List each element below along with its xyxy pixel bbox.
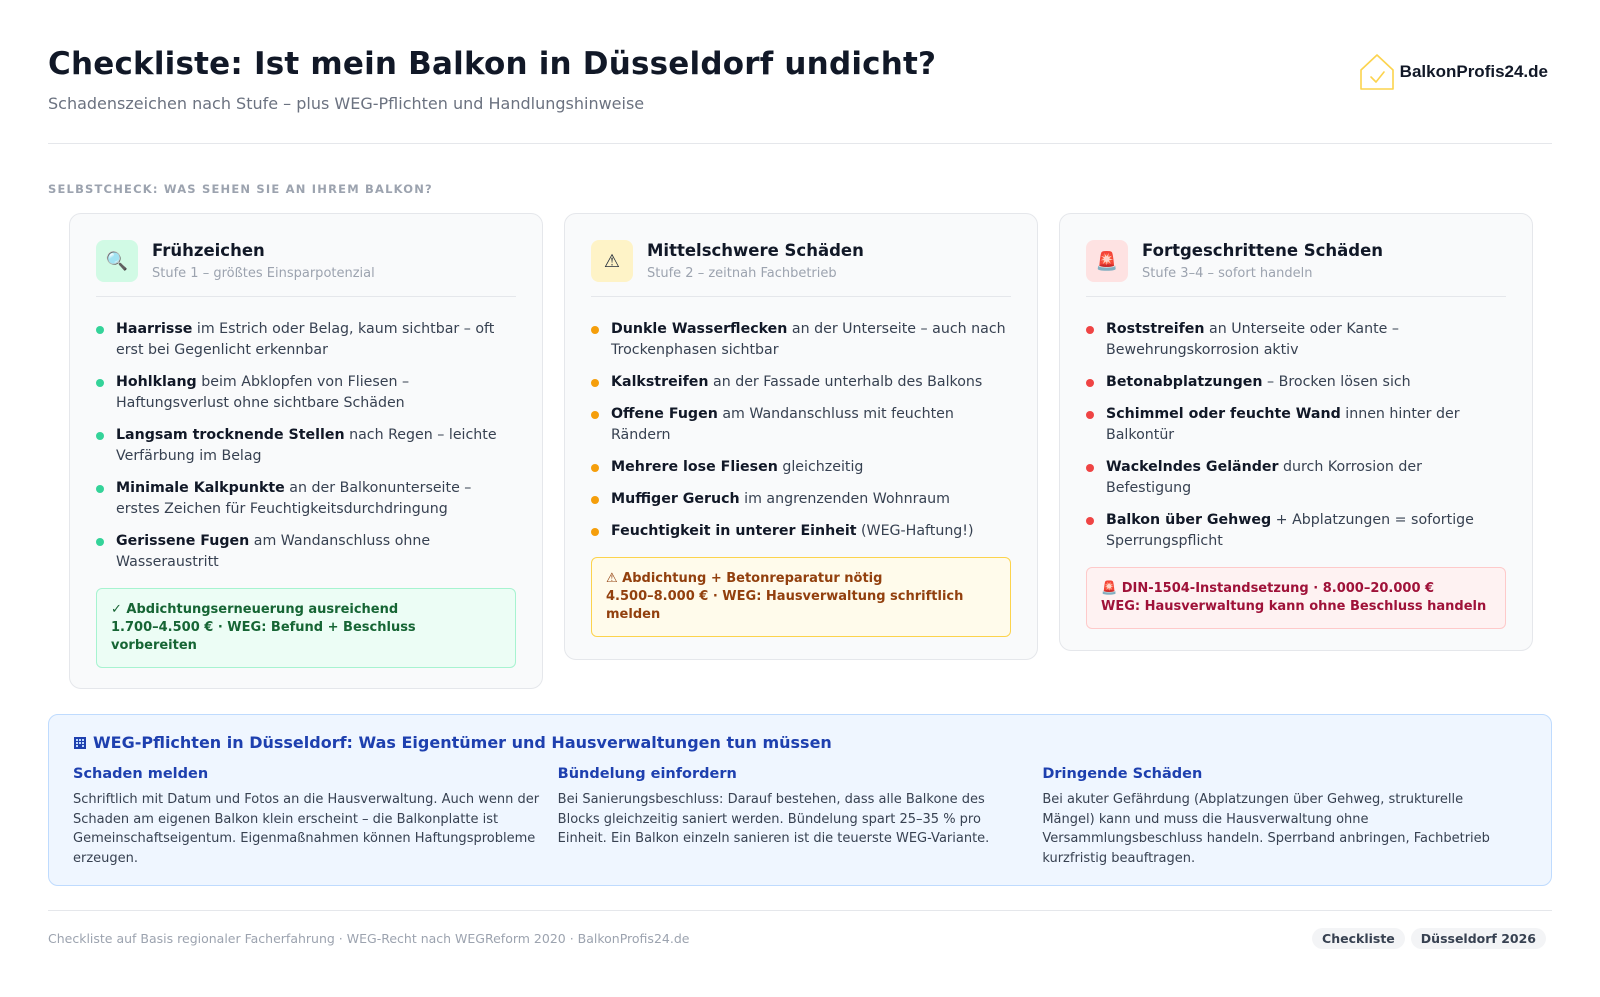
building-icon: [73, 736, 87, 750]
weg-column-text: Bei akuter Gefährdung (Abplatzungen über Gehweg, strukturelle Mängel) kann und muss die Hausverwaltung ohne Versammlungsbeschluss handeln. Sperrband anbringen, Fachbetrieb kurzfristig beauftragen.: [1042, 792, 1490, 866]
list-item: Dunkle Wasserflecken an der Unterseite – auch nach Trockenphasen sichtbar: [591, 319, 1011, 361]
weg-column-text: Schriftlich mit Datum und Fotos an die Hausverwaltung. Auch wenn der Schaden am eigenen Balkon klein erscheint – die Balkonplatte ist Gemeinschaftseigentum. Eigenmaßnahmen können Haftungsprobleme erzeugen.: [73, 792, 540, 866]
weg-obligations-panel: [48, 714, 1552, 886]
list-item: Haarrisse im Estrich oder Belag, kaum sichtbar – oft erst bei Gegenlicht erkennbar: [96, 319, 516, 361]
card-header: [591, 240, 1011, 297]
page-title: Checkliste: Ist mein Balkon in Düsseldorf undicht?: [48, 46, 937, 82]
logo[interactable]: [1358, 52, 1548, 92]
weg-column: [1042, 766, 1527, 868]
list-item: Balkon über Gehweg + Abplatzungen = sofortige Sperrungspflicht: [1086, 510, 1506, 552]
bullet-dot-icon: [1086, 464, 1094, 472]
card-subtitle: Stufe 3–4 – sofort handeln: [1142, 266, 1313, 281]
card-subtitle: Stufe 2 – zeitnah Fachbetrieb: [647, 266, 837, 281]
page-subtitle: Schadenszeichen nach Stufe – plus WEG-Pflichten und Handlungshinweise: [48, 94, 645, 113]
bullet-dot-icon: [96, 538, 104, 546]
sign-list: [96, 319, 516, 573]
logo-text: BalkonProfis24.de: [1399, 62, 1548, 81]
warning-icon: ⚠: [591, 240, 633, 282]
list-item: Offene Fugen am Wandanschluss mit feuchten Rändern: [591, 404, 1011, 446]
list-item: Schimmel oder feuchte Wand innen hinter der Balkontür: [1086, 404, 1506, 446]
recommendation-callout: ⚠ Abdichtung + Betonreparatur nötig 4.500–8.000 € · WEG: Hausverwaltung schriftlich melden: [591, 557, 1011, 637]
card-mittelschwer: [564, 213, 1038, 660]
weg-columns: [73, 766, 1527, 868]
weg-column: [73, 766, 558, 868]
bullet-dot-icon: [1086, 411, 1094, 419]
bullet-dot-icon: [591, 379, 599, 387]
list-item: Mehrere lose Fliesen gleichzeitig: [591, 457, 1011, 478]
recommendation-callout: 🚨 DIN-1504-Instandsetzung · 8.000–20.000 € WEG: Hausverwaltung kann ohne Beschluss handeln: [1086, 567, 1506, 629]
bullet-dot-icon: [591, 411, 599, 419]
header: [48, 44, 1552, 144]
bullet-dot-icon: [96, 326, 104, 334]
tag-list: [1312, 928, 1546, 949]
sign-list: [591, 319, 1011, 542]
weg-column-text: Bei Sanierungsbeschluss: Darauf bestehen, dass alle Balkone des Blocks gleichzeitig saniert werden. Bündelung spart 25–35 % pro Einheit. Ein Balkon einzeln sanieren ist die teuerste WEG-Variante.: [557, 792, 990, 846]
list-item: Feuchtigkeit in unterer Einheit (WEG-Haftung!): [591, 521, 1011, 542]
bullet-dot-icon: [1086, 379, 1094, 387]
tag-duesseldorf-2026[interactable]: Düsseldorf 2026: [1411, 928, 1546, 949]
card-title: Fortgeschrittene Schäden: [1142, 241, 1384, 260]
bullet-dot-icon: [591, 326, 599, 334]
alarm-light-icon: 🚨: [1086, 240, 1128, 282]
footer: [48, 910, 1552, 970]
card-title: Mittelschwere Schäden: [647, 241, 864, 260]
bullet-dot-icon: [591, 528, 599, 536]
card-subtitle: Stufe 1 – größtes Einsparpotenzial: [152, 266, 375, 281]
bullet-dot-icon: [96, 432, 104, 440]
magnifier-icon: 🔍: [96, 240, 138, 282]
card-header: [1086, 240, 1506, 297]
list-item: Muffiger Geruch im angrenzenden Wohnraum: [591, 489, 1011, 510]
weg-column-title: Bündelung einfordern: [557, 766, 737, 782]
card-fruehzeichen: [69, 213, 543, 689]
list-item: Langsam trocknende Stellen nach Regen – leichte Verfärbung im Belag: [96, 425, 516, 467]
list-item: Hohlklang beim Abklopfen von Fliesen – Haftungsverlust ohne sichtbare Schäden: [96, 372, 516, 414]
card-title: Frühzeichen: [152, 241, 265, 260]
list-item: Gerissene Fugen am Wandanschluss ohne Wasseraustritt: [96, 531, 516, 573]
sign-list: [1086, 319, 1506, 552]
bullet-dot-icon: [1086, 517, 1094, 525]
weg-column: [558, 766, 1043, 868]
bullet-dot-icon: [96, 485, 104, 493]
list-item: Roststreifen an Unterseite oder Kante – Bewehrungskorrosion aktiv: [1086, 319, 1506, 361]
tag-checkliste[interactable]: Checkliste: [1312, 928, 1405, 949]
bullet-dot-icon: [591, 464, 599, 472]
card-header: [96, 240, 516, 297]
weg-column-title: Schaden melden: [73, 766, 209, 782]
bullet-dot-icon: [591, 496, 599, 504]
card-fortgeschritten: [1059, 213, 1533, 651]
weg-panel-title: WEG-Pflichten in Düsseldorf: Was Eigentümer und Hausverwaltungen tun müssen: [73, 733, 1527, 752]
bullet-dot-icon: [96, 379, 104, 387]
weg-column-title: Dringende Schäden: [1042, 766, 1203, 782]
list-item: Wackelndes Geländer durch Korrosion der Befestigung: [1086, 457, 1506, 499]
list-item: Kalkstreifen an der Fassade unterhalb des Balkons: [591, 372, 1011, 393]
list-item: Minimale Kalkpunkte an der Balkonunterseite – erstes Zeichen für Feuchtigkeitsdurchdringung: [96, 478, 516, 520]
bullet-dot-icon: [1086, 326, 1094, 334]
house-check-icon: [1358, 52, 1396, 92]
recommendation-callout: ✓ Abdichtungserneuerung ausreichend 1.700–4.500 € · WEG: Befund + Beschluss vorbereiten: [96, 588, 516, 668]
footer-note: Checkliste auf Basis regionaler Facherfahrung · WEG-Recht nach WEGReform 2020 · BalkonProfis24.de: [48, 931, 690, 946]
list-item: Betonabplatzungen – Brocken lösen sich: [1086, 372, 1506, 393]
section-label: SELBSTCHECK: WAS SEHEN SIE AN IHREM BALKON?: [48, 182, 433, 196]
